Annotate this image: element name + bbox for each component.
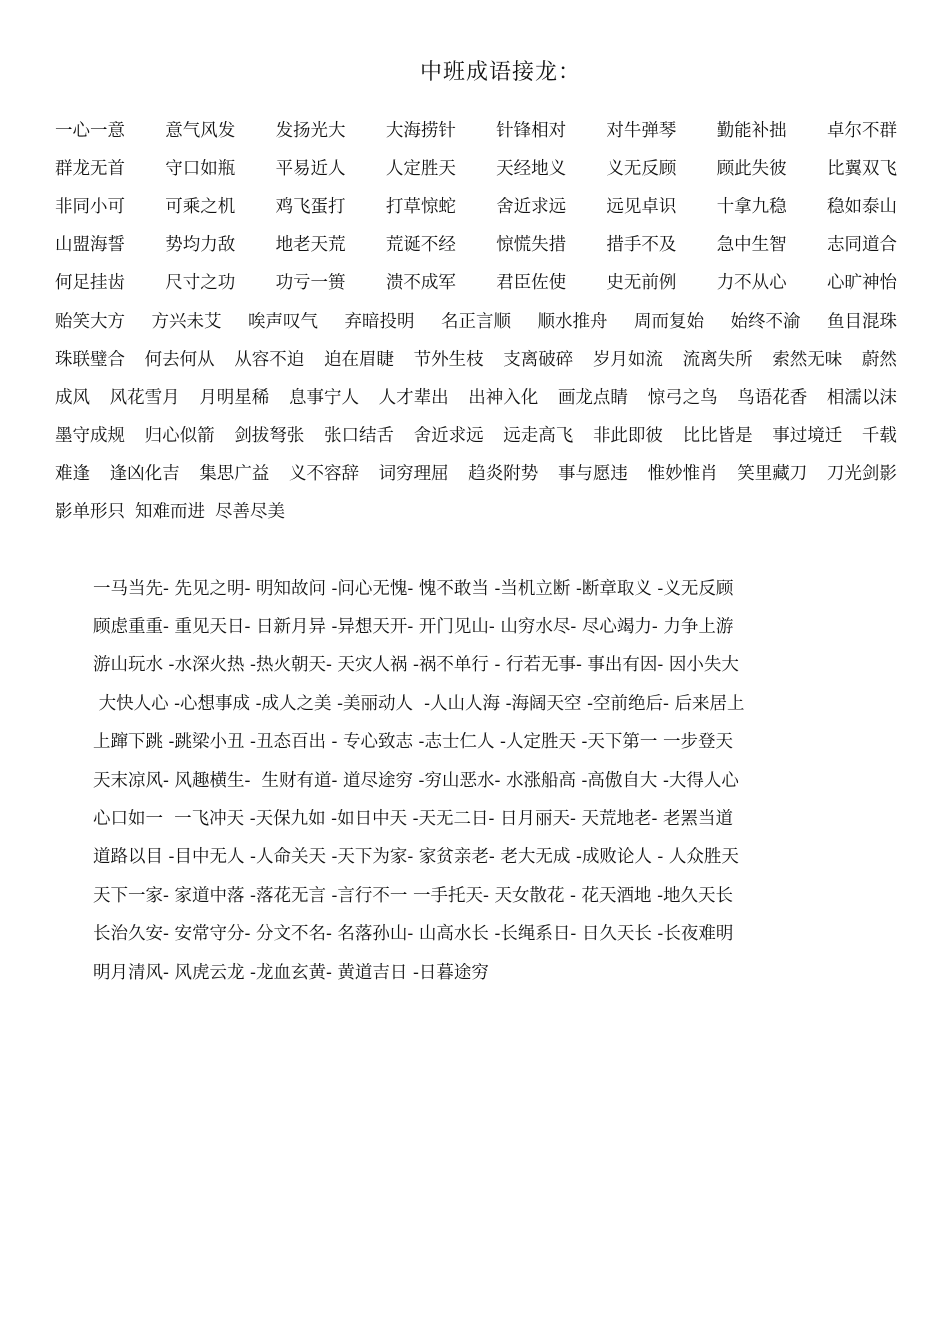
idiom-word: 贻笑大方: [55, 311, 125, 332]
idiom-word: 索然无味: [772, 349, 843, 370]
idiom-word: 息事宁人: [288, 387, 359, 408]
idiom-word: 唉声叹气: [248, 311, 318, 332]
idiom-word: 一心一意: [55, 120, 125, 141]
idiom-word: 勤能补拙: [716, 120, 787, 141]
idiom-word: 打草惊蛇: [385, 196, 456, 217]
idiom-word: 荒诞不经: [385, 235, 456, 256]
idiom-word: 卓尔不群: [826, 120, 897, 141]
idiom-word: 鱼目混珠: [827, 311, 897, 332]
idiom-word: 人才辈出: [378, 387, 449, 408]
idiom-line: [55, 263, 897, 301]
idiom-line: [55, 492, 897, 530]
idiom-word: 志同道合: [826, 235, 897, 256]
idiom-word: 流离失所: [682, 349, 753, 370]
idiom-line: [55, 148, 897, 186]
idiom-word: 笑里藏刀: [737, 464, 808, 485]
idiom-word: 舍近求远: [496, 196, 567, 217]
chain-line: 明月清风- 风虎云龙 -龙血玄黄- 黄道吉日 -日暮途穷: [93, 962, 489, 983]
idiom-word: 可乘之机: [165, 196, 236, 217]
chain-line: 道路以目 -目中无人 -人命关天 -天下为家- 家贫亲老- 老大无成 -成败论人 - 人众胜天: [93, 847, 739, 868]
idiom-line: [55, 301, 897, 339]
idiom-word: 山盟海誓: [55, 235, 125, 256]
idiom-word: 比比皆是: [682, 426, 753, 447]
idiom-word: 尽善尽美: [215, 502, 285, 523]
idiom-line: [55, 377, 897, 415]
idiom-word: 地老天荒: [275, 235, 346, 256]
idiom-line: [55, 339, 897, 377]
idiom-word: 义无反顾: [606, 158, 677, 179]
idiom-word: 从容不迫: [234, 349, 305, 370]
chain-line: 顾虑重重- 重见天日- 日新月异 -异想天开- 开门见山- 山穷水尽- 尽心竭力- 力争上游: [93, 617, 734, 638]
idiom-word: 名正言顺: [441, 311, 511, 332]
idiom-word: 事与愿违: [557, 464, 628, 485]
idiom-word: 归心似箭: [144, 426, 215, 447]
idiom-word: 大海捞针: [385, 120, 456, 141]
idiom-word: 远走高飞: [503, 426, 574, 447]
idiom-word: 节外生枝: [413, 349, 484, 370]
idiom-word: 事过境迁: [772, 426, 843, 447]
idiom-word: 非此即彼: [592, 426, 663, 447]
idiom-word: 弃暗投明: [344, 311, 415, 332]
chain-line: 游山玩水 -水深火热 -热火朝天- 天灾人祸 -祸不单行 - 行若无事- 事出有因- 因小失大: [93, 655, 739, 676]
idiom-word: 力不从心: [716, 273, 787, 294]
idiom-word: 集思广益: [199, 464, 270, 485]
chain-line: 一马当先- 先见之明- 明知故问 -问心无愧- 愧不敢当 -当机立断 -断章取义 -义无反顾: [93, 578, 734, 599]
chain-line: 长治久安- 安常守分- 分文不名- 名落孙山- 山高水长 -长绳系日- 日久天长 -长夜难明: [93, 924, 734, 945]
idiom-word: 守口如瓶: [165, 158, 236, 179]
chain-line: 心口如一 一飞冲天 -天保九如 -如日中天 -天无二日- 日月丽天- 天荒地老- 老罴当道: [93, 809, 733, 830]
idiom-word: 剑拔弩张: [234, 426, 305, 447]
idiom-word: 十拿九稳: [716, 196, 787, 217]
idiom-word: 逢凶化吉: [109, 464, 180, 485]
idiom-word: 何去何从: [144, 349, 215, 370]
idiom-word: 鸡飞蛋打: [275, 196, 346, 217]
idiom-line: [55, 186, 897, 224]
idiom-word: 远见卓识: [606, 196, 677, 217]
idiom-word: 惟妙惟肖: [647, 464, 718, 485]
idiom-word: 蔚然: [861, 349, 897, 370]
idiom-word: 势均力敌: [165, 235, 236, 256]
idiom-word: 难逢: [55, 464, 90, 485]
idiom-word: 知难而进: [135, 502, 205, 523]
idiom-word: 出神入化: [468, 387, 539, 408]
idiom-word: 顺水推舟: [537, 311, 608, 332]
idiom-word: 风花雪月: [109, 387, 180, 408]
idiom-word: 心旷神怡: [826, 273, 897, 294]
chain-line: 上蹿下跳 -跳梁小丑 -丑态百出 - 专心致志 -志士仁人 -人定胜天 -天下第一 一步登天: [93, 732, 733, 753]
idiom-line: [55, 454, 897, 492]
idiom-word: 趋炎附势: [468, 464, 539, 485]
idiom-word: 张口结舌: [323, 426, 394, 447]
page-title: 中班成语接龙：: [420, 60, 582, 85]
idiom-word: 惊弓之鸟: [647, 387, 718, 408]
idiom-word: 群龙无首: [55, 158, 125, 179]
idiom-word: 天经地义: [496, 158, 567, 179]
idiom-word: 相濡以沫: [826, 387, 897, 408]
idiom-word: 平易近人: [275, 158, 346, 179]
idiom-word: 始终不渝: [730, 311, 801, 332]
idiom-word: 月明星稀: [199, 387, 270, 408]
idiom-line: [55, 110, 897, 148]
idiom-word: 措手不及: [606, 235, 677, 256]
idiom-word: 对牛弹琴: [606, 120, 677, 141]
chain-line: 天下一家- 家道中落 -落花无言 -言行不一 一手托天- 天女散花 - 花天酒地 -地久天长: [93, 885, 733, 906]
idiom-word: 溃不成军: [385, 273, 456, 294]
idiom-word: 史无前例: [606, 273, 677, 294]
chain-line: 大快人心 -心想事成 -成人之美 -美丽动人 -人山人海 -海阔天空 -空前绝后- 后来居上: [93, 693, 745, 714]
idiom-word: 影单形只: [55, 502, 125, 523]
idiom-word: 墨守成规: [55, 426, 125, 447]
idiom-word: 词穷理屈: [378, 464, 449, 485]
idiom-word: 周而复始: [634, 311, 704, 332]
idiom-list-section: [55, 110, 897, 530]
idiom-line: [55, 416, 897, 454]
idiom-line: [55, 225, 897, 263]
idiom-word: 针锋相对: [496, 120, 567, 141]
idiom-word: 非同小可: [55, 196, 125, 217]
idiom-word: 舍近求远: [413, 426, 484, 447]
idiom-word: 方兴未艾: [151, 311, 222, 332]
idiom-word: 岁月如流: [592, 349, 663, 370]
idiom-word: 意气风发: [165, 120, 236, 141]
idiom-word: 千载: [861, 426, 897, 447]
idiom-word: 义不容辞: [288, 464, 359, 485]
idiom-word: 何足挂齿: [55, 273, 125, 294]
idiom-word: 急中生智: [716, 235, 787, 256]
chain-line: 天末凉风- 风趣横生- 生财有道- 道尽途穷 -穷山恶水- 水涨船高 -高傲自大 -大得人心: [93, 770, 739, 791]
idiom-word: 稳如泰山: [826, 196, 897, 217]
idiom-word: 比翼双飞: [826, 158, 897, 179]
idiom-word: 珠联璧合: [55, 349, 125, 370]
idiom-word: 君臣佐使: [496, 273, 567, 294]
idiom-word: 鸟语花香: [737, 387, 808, 408]
idiom-word: 成风: [55, 387, 90, 408]
idiom-word: 画龙点睛: [557, 387, 628, 408]
idiom-word: 发扬光大: [275, 120, 346, 141]
idiom-word: 尺寸之功: [165, 273, 236, 294]
idiom-word: 迫在眉睫: [323, 349, 394, 370]
idiom-word: 刀光剑影: [826, 464, 897, 485]
idiom-word: 顾此失彼: [716, 158, 787, 179]
idiom-word: 功亏一篑: [275, 273, 346, 294]
idiom-word: 惊慌失措: [496, 235, 567, 256]
idiom-word: 支离破碎: [503, 349, 574, 370]
idiom-word: 人定胜天: [385, 158, 456, 179]
idiom-chain-section: [93, 568, 863, 990]
